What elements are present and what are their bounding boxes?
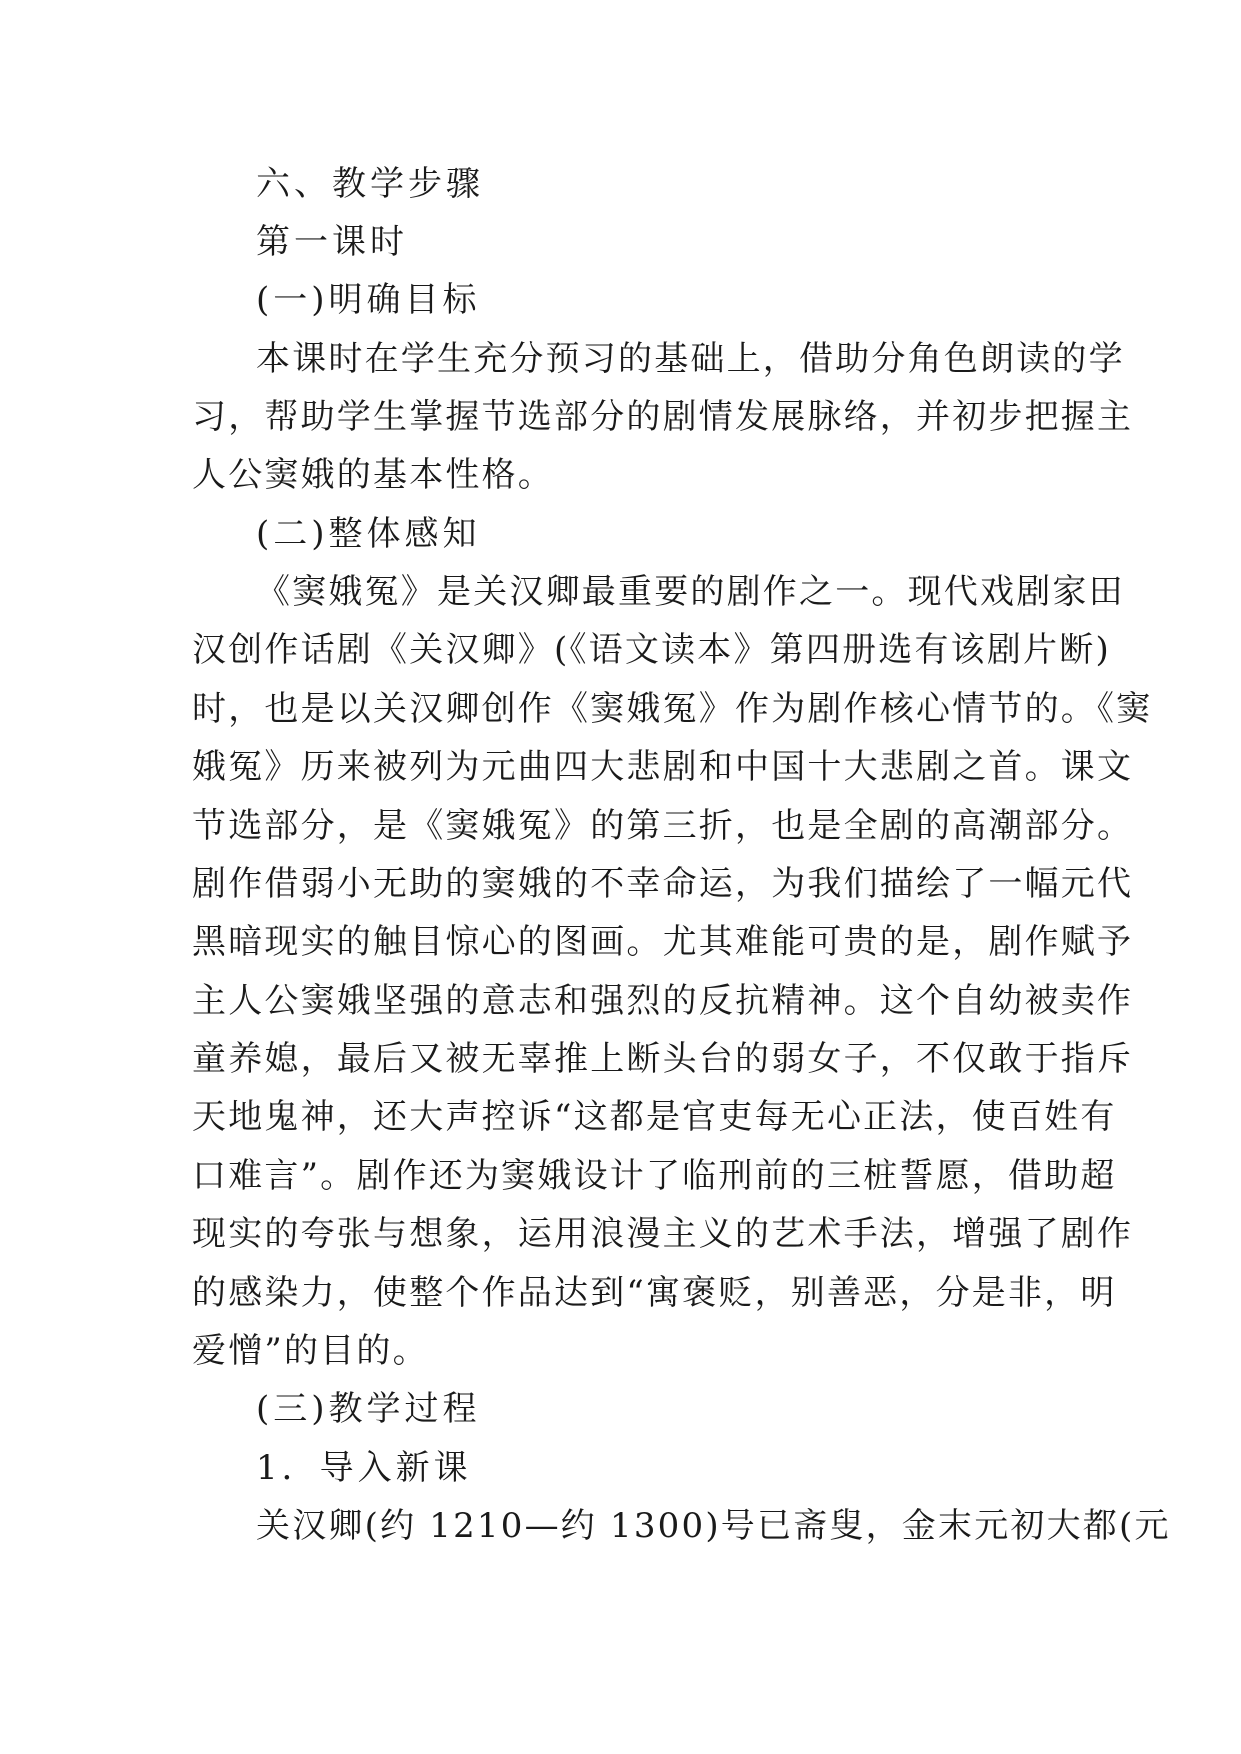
subsection-heading: (一)明确目标 bbox=[256, 280, 481, 320]
subsection-heading: (二)整体感知 bbox=[256, 514, 481, 554]
paragraph-line: 习，帮助学生掌握节选部分的剧情发展脉络，并初步把握主 bbox=[192, 397, 1134, 437]
paragraph-line: 时，也是以关汉卿创作《窦娥冤》作为剧作核心情节的。《窦 bbox=[192, 689, 1153, 729]
paragraph-line: 主人公窦娥坚强的意志和强烈的反抗精神。这个自幼被卖作 bbox=[192, 981, 1134, 1021]
paragraph-line: 汉创作话剧《关汉卿》(《语文读本》第四册选有该剧片断) bbox=[192, 630, 1111, 670]
paragraph-line: 童养媳，最后又被无辜推上断头台的弱女子，不仅敢于指斥 bbox=[192, 1039, 1134, 1079]
paragraph-line: 剧作借弱小无助的窦娥的不幸命运，为我们描绘了一幅元代 bbox=[192, 864, 1134, 904]
paragraph-line: 关汉卿(约 1210—约 1300)号已斋叟，金末元初大都(元 bbox=[256, 1506, 1171, 1546]
paragraph-line: 现实的夸张与想象，运用浪漫主义的艺术手法，增强了剧作 bbox=[192, 1214, 1134, 1254]
paragraph-line: 爱憎”的目的。 bbox=[192, 1331, 429, 1371]
paragraph-line: 人公窦娥的基本性格。 bbox=[192, 455, 554, 495]
paragraph-line: 的感染力，使整个作品达到“寓褒贬，别善恶，分是非，明 bbox=[192, 1273, 1117, 1313]
paragraph-line: 黑暗现实的触目惊心的图画。尤其难能可贵的是，剧作赋予 bbox=[192, 922, 1134, 962]
lesson-heading: 第一课时 bbox=[256, 222, 408, 262]
paragraph-line: 《窦娥冤》是关汉卿最重要的剧作之一。现代戏剧家田 bbox=[256, 572, 1125, 612]
paragraph-line: 本课时在学生充分预习的基础上，借助分角色朗读的学 bbox=[256, 339, 1125, 379]
subsection-heading: (三)教学过程 bbox=[256, 1389, 481, 1429]
paragraph-line: 娥冤》历来被列为元曲四大悲剧和中国十大悲剧之首。课文 bbox=[192, 747, 1134, 787]
section-heading: 六、教学步骤 bbox=[256, 164, 484, 204]
step-heading: 1．导入新课 bbox=[256, 1448, 472, 1488]
paragraph-line: 天地鬼神，还大声控诉“这都是官吏每无心正法，使百姓有 bbox=[192, 1097, 1117, 1137]
paragraph-line: 节选部分，是《窦娥冤》的第三折，也是全剧的高潮部分。 bbox=[192, 806, 1134, 846]
paragraph-line: 口难言”。剧作还为窦娥设计了临刑前的三桩誓愿，借助超 bbox=[192, 1156, 1117, 1196]
